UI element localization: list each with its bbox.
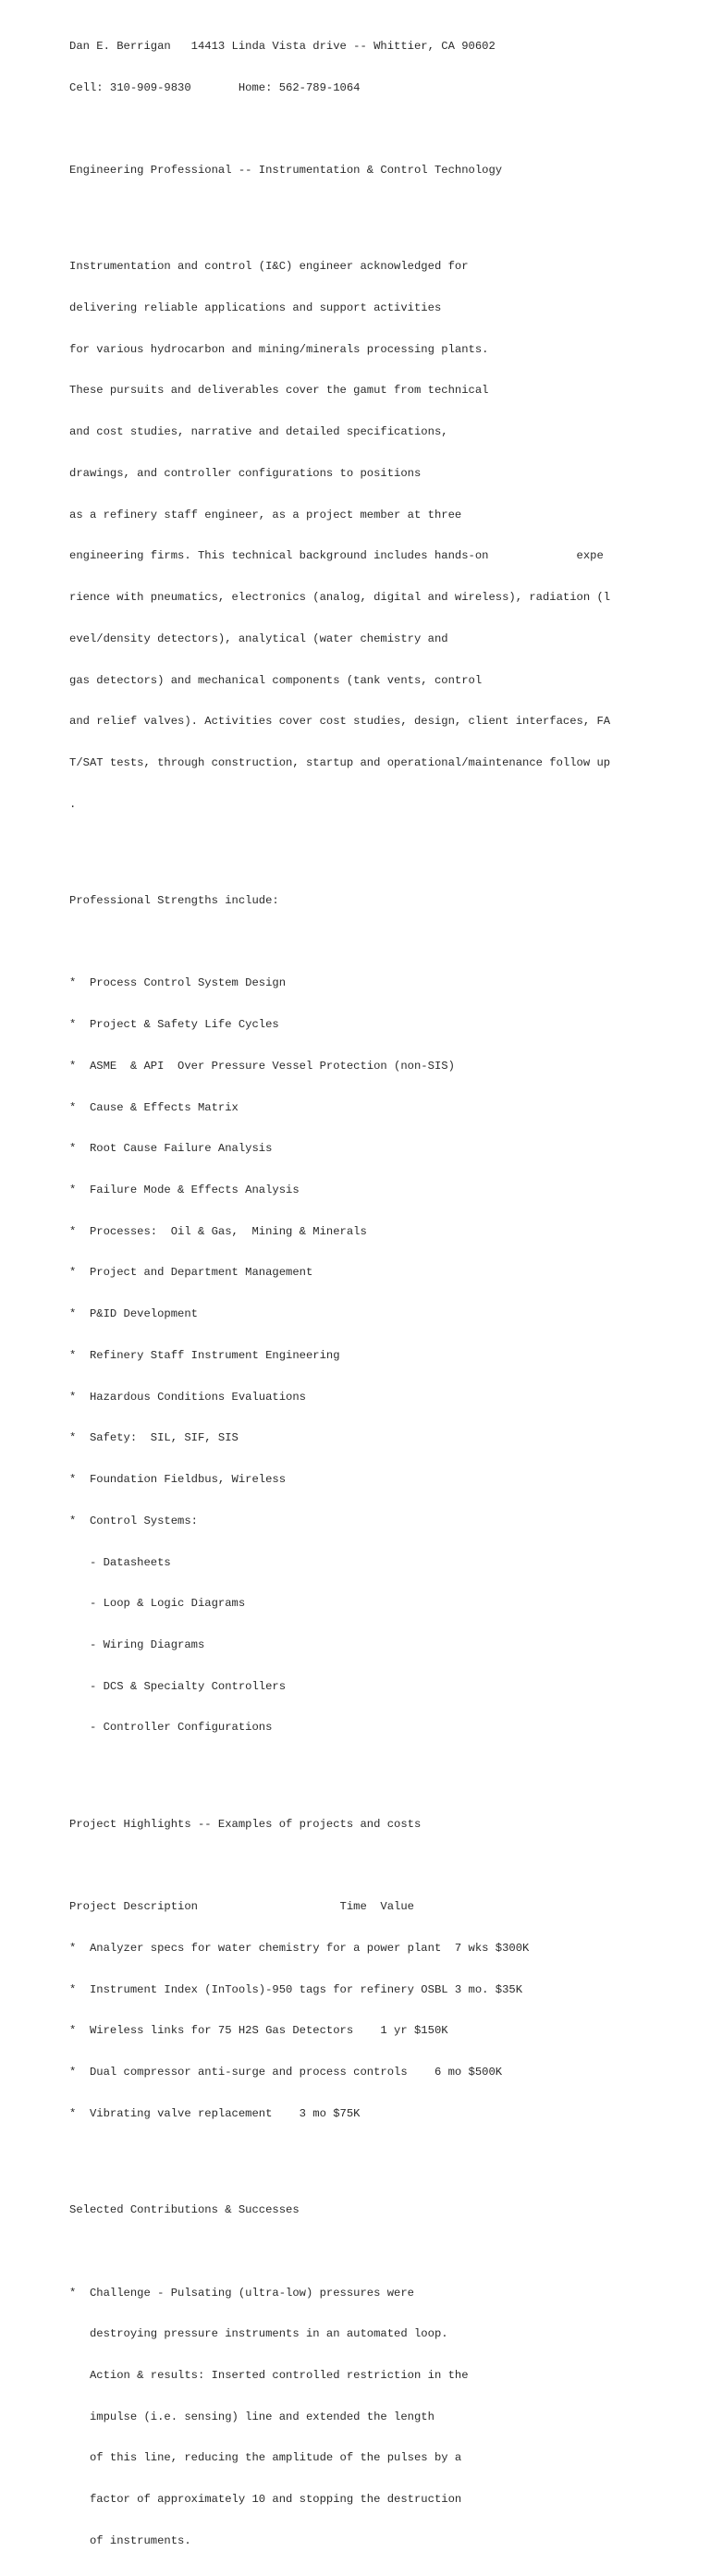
- summary-line: evel/density detectors), analytical (water chemistry and: [69, 632, 448, 645]
- strength-item: * Processes: Oil & Gas, Mining & Minerals: [69, 1224, 367, 1238]
- header-name-address: Dan E. Berrigan 14413 Linda Vista drive -- Whittier, CA 90602: [69, 39, 496, 53]
- summary-line: for various hydrocarbon and mining/minerals processing plants.: [69, 342, 489, 356]
- contribution-line: Action & results: Inserted controlled restriction in the: [69, 2368, 469, 2382]
- resume-document: [69, 12, 610, 2576]
- blank-line: [69, 2245, 610, 2259]
- strength-item: * Project & Safety Life Cycles: [69, 1018, 279, 1032]
- header-phones: Cell: 310-909-9830 Home: 562-789-1064: [69, 80, 361, 94]
- highlight-row: * Wireless links for 75 H2S Gas Detectors 1 yr $150K: [69, 2024, 448, 2038]
- summary-line: as a refinery staff engineer, as a project member at three: [69, 508, 462, 521]
- strength-item: * Root Cause Failure Analysis: [69, 1142, 273, 1156]
- summary-line: These pursuits and deliverables cover the gamut from technical: [69, 384, 489, 398]
- strength-sub-item: - Controller Configurations: [69, 1721, 273, 1735]
- highlights-columns: Project Description Time Value: [69, 1900, 414, 1914]
- summary-line: Instrumentation and control (I&C) engineer acknowledged for: [69, 260, 469, 274]
- summary-line: and cost studies, narrative and detailed specifications,: [69, 425, 448, 439]
- blank-line: [69, 1762, 610, 1776]
- strength-item: * Refinery Staff Instrument Engineering: [69, 1348, 340, 1362]
- highlight-row: * Analyzer specs for water chemistry for a power plant 7 wks $300K: [69, 1941, 530, 1955]
- summary-line: gas detectors) and mechanical components (tank vents, control: [69, 673, 483, 687]
- blank-line: [69, 1858, 610, 1872]
- contribution-line: factor of approximately 10 and stopping the destruction: [69, 2493, 462, 2507]
- highlight-row: * Instrument Index (InTools)-950 tags for refinery OSBL 3 mo. $35K: [69, 1982, 523, 1996]
- strength-sub-item: - DCS & Specialty Controllers: [69, 1679, 287, 1693]
- summary-line: rience with pneumatics, electronics (analog, digital and wireless), radiation (l: [69, 591, 611, 605]
- contribution-line: * Challenge - Pulsating (ultra-low) pressures were: [69, 2286, 414, 2300]
- strength-item: * Safety: SIL, SIF, SIS: [69, 1431, 239, 1445]
- summary-line: engineering firms. This technical background includes hands-on expe: [69, 549, 604, 563]
- blank-line: [69, 205, 610, 219]
- contribution-line: destroying pressure instruments in an automated loop.: [69, 2327, 448, 2341]
- blank-line: [69, 936, 610, 950]
- strength-item: * Failure Mode & Effects Analysis: [69, 1184, 300, 1197]
- highlights-heading: Project Highlights -- Examples of projects and costs: [69, 1817, 422, 1831]
- strength-item: * Hazardous Conditions Evaluations: [69, 1390, 306, 1404]
- strength-sub-item: - Wiring Diagrams: [69, 1638, 205, 1651]
- contributions-heading: Selected Contributions & Successes: [69, 2203, 300, 2217]
- summary-line: .: [69, 797, 77, 811]
- strength-item: * Cause & Effects Matrix: [69, 1100, 239, 1114]
- strength-item: * Process Control System Design: [69, 976, 287, 990]
- blank-line: [69, 2148, 610, 2162]
- strengths-heading: Professional Strengths include:: [69, 894, 279, 907]
- summary-line: T/SAT tests, through construction, startup and operational/maintenance follow up: [69, 755, 611, 769]
- contribution-line: impulse (i.e. sensing) line and extended the length: [69, 2410, 435, 2423]
- summary-line: delivering reliable applications and support activities: [69, 301, 442, 315]
- strength-item: * Control Systems:: [69, 1514, 198, 1527]
- resume-title: Engineering Professional -- Instrumentation & Control Technology: [69, 163, 503, 177]
- strength-item: * ASME & API Over Pressure Vessel Protection (non-SIS): [69, 1059, 455, 1073]
- summary-line: drawings, and controller configurations to positions: [69, 466, 422, 480]
- contribution-line: of instruments.: [69, 2533, 191, 2547]
- strength-item: * P&ID Development: [69, 1307, 198, 1321]
- blank-line: [69, 839, 610, 853]
- blank-line: [69, 122, 610, 136]
- highlight-row: * Dual compressor anti-surge and process controls 6 mo $500K: [69, 2066, 503, 2079]
- contribution-line: of this line, reducing the amplitude of the pulses by a: [69, 2451, 462, 2465]
- highlight-row: * Vibrating valve replacement 3 mo $75K: [69, 2106, 361, 2120]
- strength-sub-item: - Datasheets: [69, 1555, 171, 1569]
- strength-item: * Foundation Fieldbus, Wireless: [69, 1473, 287, 1487]
- strength-item: * Project and Department Management: [69, 1266, 313, 1280]
- strength-sub-item: - Loop & Logic Diagrams: [69, 1597, 246, 1611]
- summary-line: and relief valves). Activities cover cost studies, design, client interfaces, FA: [69, 715, 611, 729]
